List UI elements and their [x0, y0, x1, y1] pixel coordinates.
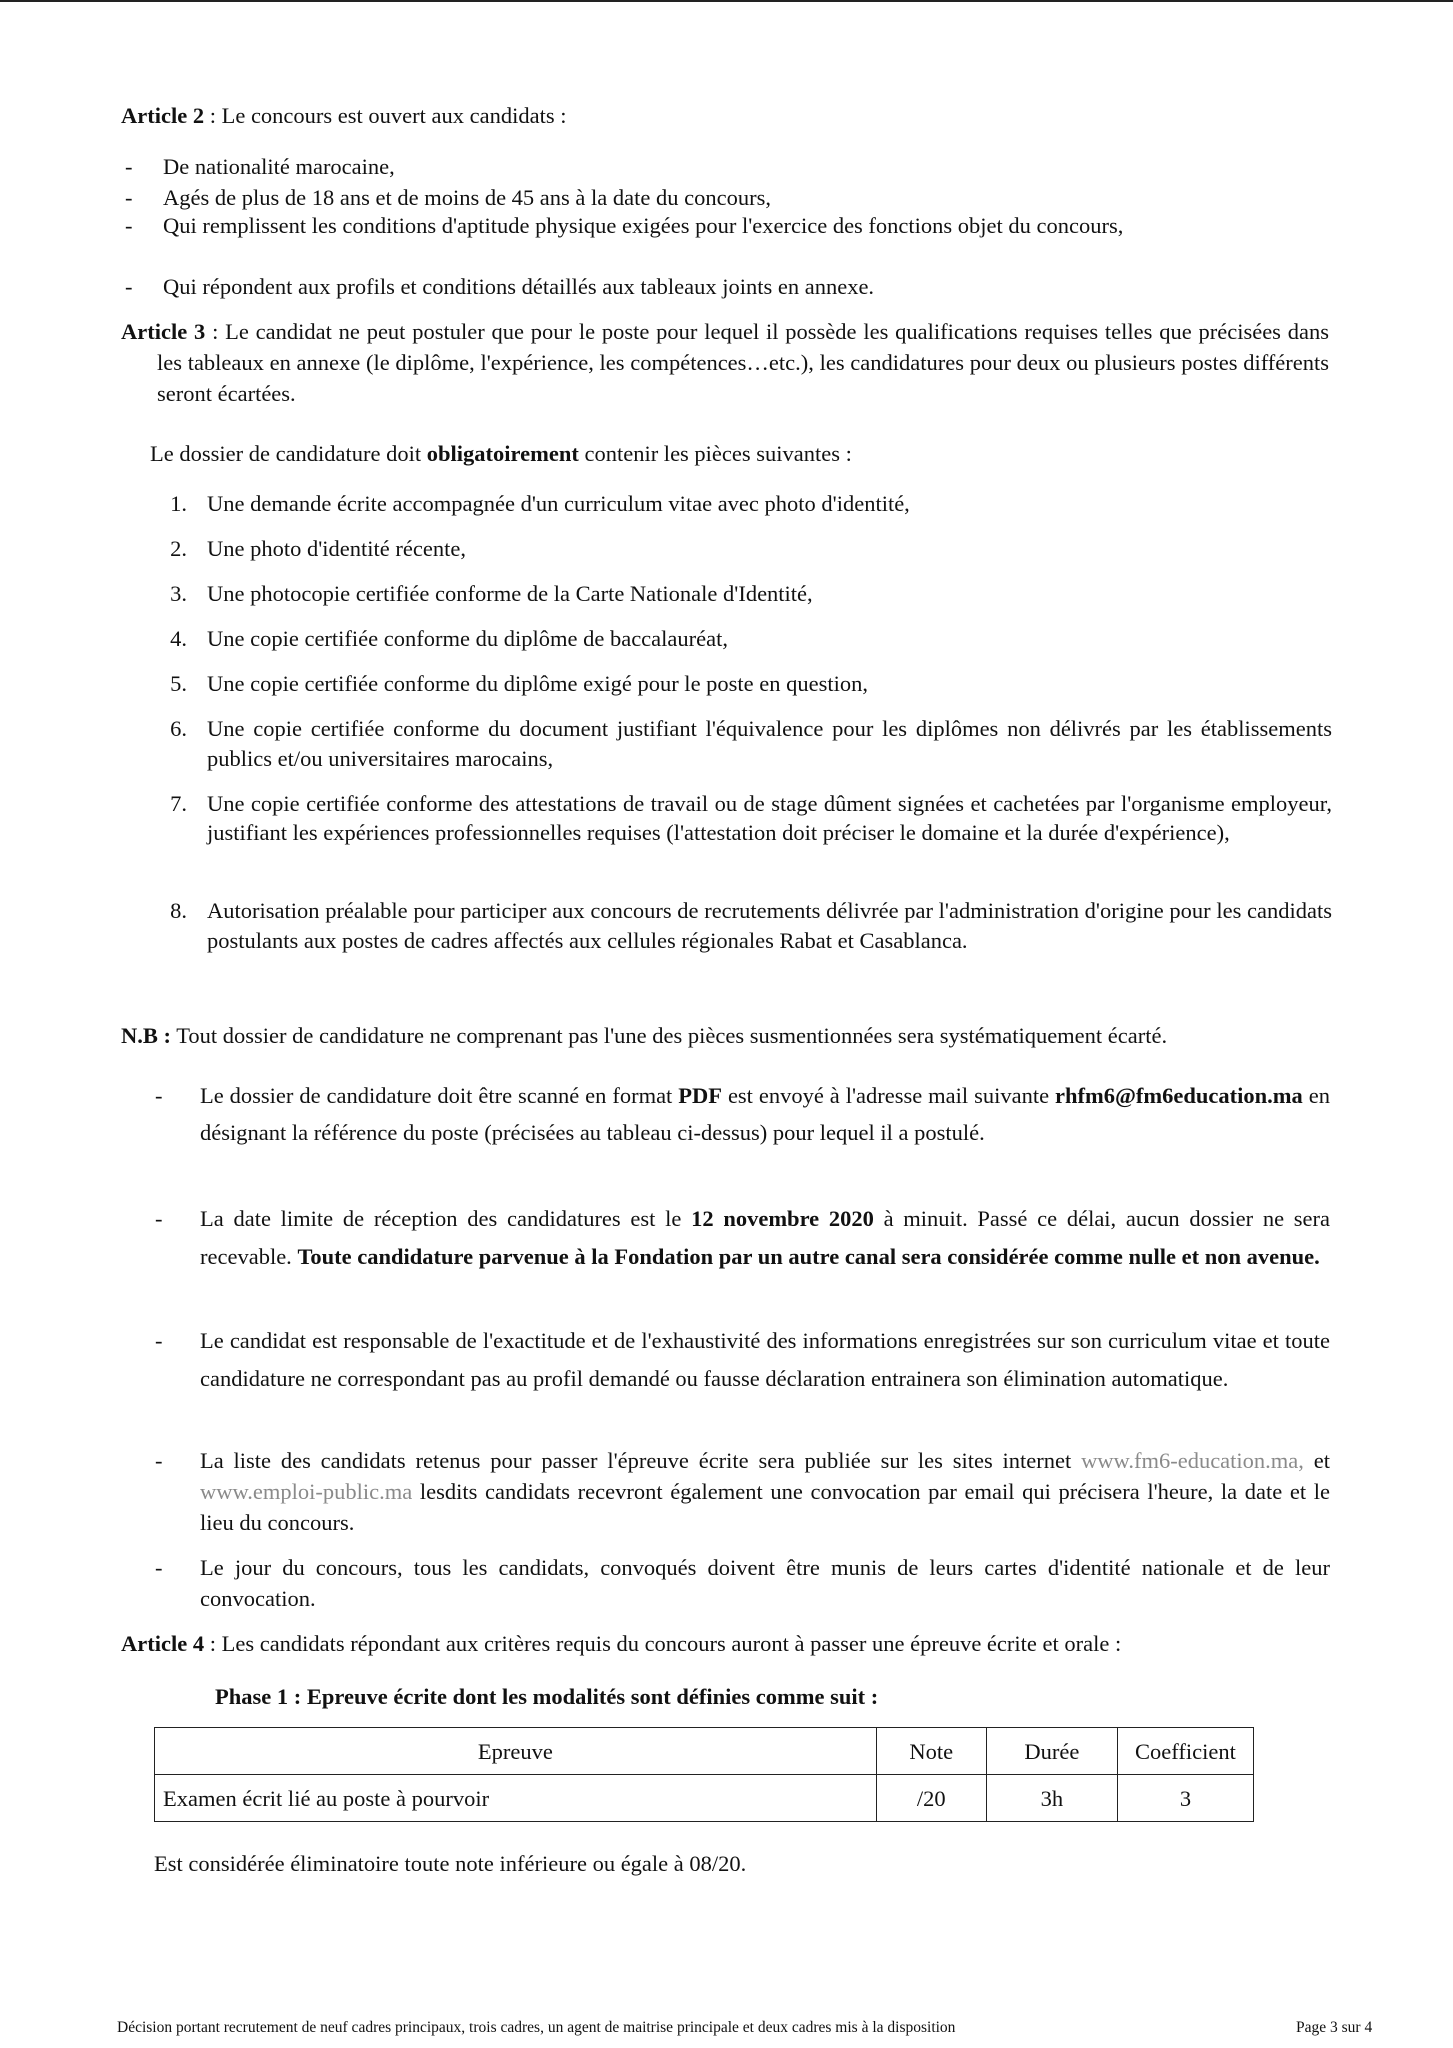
epreuve-table — [154, 1727, 1254, 1822]
piece-item: 1. Une demande écrite accompagnée d'un curriculum vitae avec photo d'identité, — [170, 491, 910, 516]
cell-epreuve: Examen écrit lié au poste à pourvoir — [155, 1775, 877, 1822]
list-item: - Qui répondent aux profils et conditions détaillés aux tableaux joints en annexe. — [125, 274, 875, 299]
list-item: - De nationalité marocaine, — [125, 154, 395, 179]
article-3-text: : Le candidat ne peut postuler que pour le poste pour lequel il possède les qualifications requises telles que précisées dans les tableaux en annexe (le diplôme, l'expérience, les compétences…etc.), les candidatures pour deux ou plusieurs postes différents seront écartées. — [157, 319, 1329, 406]
link-emploi-public[interactable]: www.emploi-public.ma — [200, 1479, 413, 1504]
col-header-note: Note — [876, 1728, 986, 1775]
article-2-intro: : Le concours est ouvert aux candidats : — [204, 103, 567, 128]
nb-item: - Le candidat est responsable de l'exactitude et de l'exhaustivité des informations enregistrées sur son curriculum vitae et toute candidature ne correspondant pas au profil demandé ou fausse déclaration entrainera son élimination automatique. — [155, 1328, 1330, 1391]
piece-item: 7. Une copie certifiée conforme des attestations de travail ou de stage dûment signées et cachetées par l'organisme employeur, justifiant les expériences professionnelles requises (l'attestation doit préciser le domaine et la durée d'expérience), — [170, 791, 1332, 845]
nb-item: - Le jour du concours, tous les candidats, convoqués doivent être munis de leurs cartes d'identité nationale et de leur convocation. — [155, 1555, 1330, 1611]
nb-item: - La date limite de réception des candidatures est le 12 novembre 2020 à minuit. Passé ce délai, aucun dossier ne sera recevable. Toute candidature parvenue à la Fondation par un autre canal sera considérée comme nulle et non avenue. — [155, 1206, 1331, 1269]
piece-item: 2. Une photo d'identité récente, — [170, 536, 466, 561]
col-header-duree: Durée — [986, 1728, 1117, 1775]
footer-text: Décision portant recrutement de neuf cadres principaux, trois cadres, un agent de maitrise principale et deux cadres mis à la disposition — [117, 2019, 956, 2036]
piece-item: 3. Une photocopie certifiée conforme de la Carte Nationale d'Identité, — [170, 581, 813, 606]
piece-item: 6. Une copie certifiée conforme du document justifiant l'équivalence pour les diplômes non délivrés par les établissements publics et/ou universitaires marocains, — [170, 716, 1332, 771]
list-item: - Qui remplissent les conditions d'aptitude physique exigées pour l'exercice des fonctions objet du concours, — [125, 213, 1124, 238]
table-row — [155, 1775, 1254, 1822]
cell-note: /20 — [876, 1775, 986, 1822]
piece-item: 5. Une copie certifiée conforme du diplôme exigé pour le poste en question, — [170, 671, 869, 696]
article-4-heading — [121, 1628, 1121, 1659]
nb-item: - Le dossier de candidature doit être scanné en format PDF est envoyé à l'adresse mail suivante rhfm6@fm6education.ma en désignant la référence du poste (précisées au tableau ci-dessus) pour lequel il a postulé. — [155, 1083, 1330, 1145]
piece-item: 8. Autorisation préalable pour participer aux concours de recrutements délivrée par l'administration d'origine pour les candidats postulants aux postes de cadres affectés aux cellules régionales Rabat et Casablanca. — [170, 898, 1332, 953]
link-fm6-education[interactable]: www.fm6-education.ma, — [1081, 1448, 1304, 1473]
page-number: Page 3 sur 4 — [1296, 2019, 1373, 2036]
col-header-epreuve: Epreuve — [155, 1728, 877, 1775]
article-4-label: Article 4 — [121, 1631, 205, 1656]
nb-text: Tout dossier de candidature ne comprenant pas l'une des pièces susmentionnées sera systématiquement écarté. — [171, 1023, 1168, 1048]
nb-item: - La liste des candidats retenus pour passer l'épreuve écrite sera publiée sur les sites internet www.fm6-education.ma, et www.emploi-public.ma lesdits candidats recevront également une convocation par email qui précisera l'heure, la date et le lieu du concours. — [155, 1448, 1330, 1535]
cell-coefficient: 3 — [1117, 1775, 1253, 1822]
article-2-label: Article 2 — [121, 103, 205, 128]
cell-duree: 3h — [986, 1775, 1117, 1822]
article-4-text: : Les candidats répondant aux critères requis du concours auront à passer une épreuve écrite et orale : — [204, 1631, 1122, 1656]
phase-1-heading: Phase 1 : Epreuve écrite dont les modalités sont définies comme suit : — [215, 1684, 879, 1709]
nb-paragraph — [121, 1022, 1329, 1049]
eliminatoire-note: Est considérée éliminatoire toute note inférieure ou égale à 08/20. — [154, 1851, 747, 1876]
article-3-paragraph — [121, 316, 1329, 409]
article-2-heading — [121, 100, 566, 131]
piece-item: 4. Une copie certifiée conforme du diplôme de baccalauréat, — [170, 626, 728, 651]
nb-label: N.B : — [121, 1023, 171, 1048]
col-header-coefficient: Coefficient — [1117, 1728, 1253, 1775]
table-header-row — [155, 1728, 1254, 1775]
list-item: - Agés de plus de 18 ans et de moins de 45 ans à la date du concours, — [125, 185, 771, 210]
dossier-intro: Le dossier de candidature doit obligatoirement contenir les pièces suivantes : — [150, 441, 852, 466]
article-3-label: Article 3 — [121, 319, 206, 344]
